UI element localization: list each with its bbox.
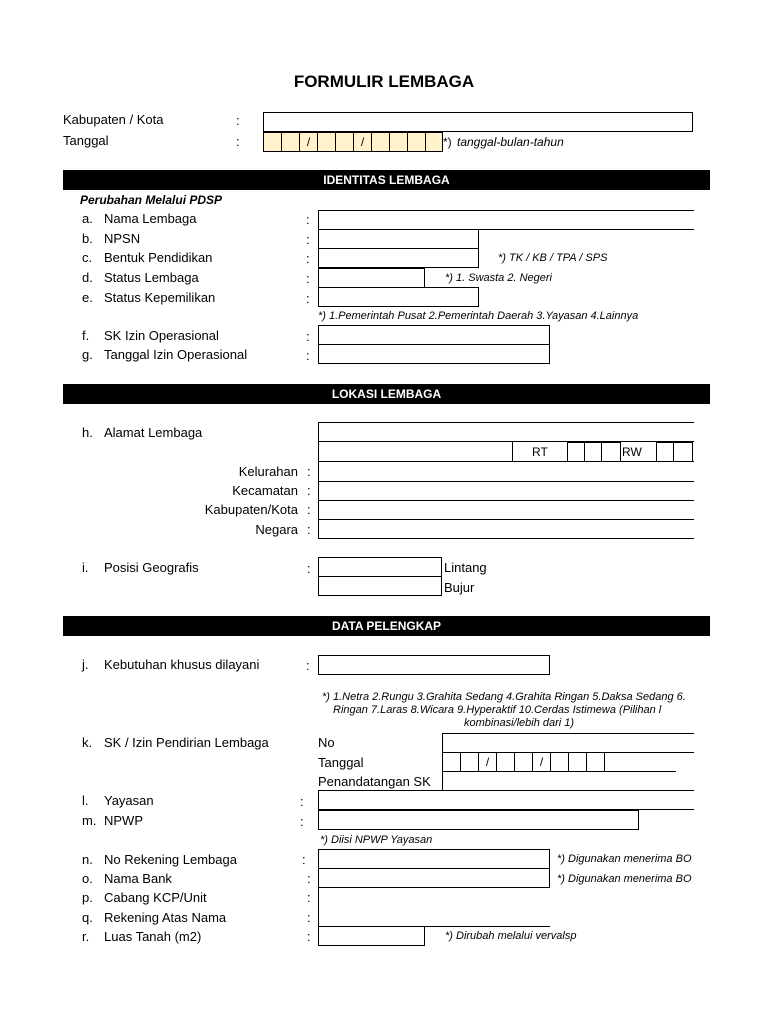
- item-letter: b.: [82, 231, 93, 246]
- luas-tanah-label: Luas Tanah (m2): [104, 929, 202, 944]
- date-digit-cell[interactable]: [371, 132, 389, 152]
- colon: :: [236, 113, 240, 128]
- no-rekening-label: No Rekening Lembaga: [104, 852, 237, 867]
- item-letter: e.: [82, 290, 93, 305]
- item-letter: r.: [82, 929, 90, 944]
- alamat-lembaga-label: Alamat Lembaga: [104, 425, 203, 440]
- kebutuhan-note-line1: *) 1.Netra 2.Rungu 3.Grahita Sedang 4.Grahita Ringan 5.Daksa Sedang 6.: [322, 691, 686, 703]
- kecamatan-label: Kecamatan: [232, 483, 298, 498]
- date-digit-cell[interactable]: [407, 132, 425, 152]
- lintang-label: Lintang: [444, 560, 487, 575]
- yayasan-field[interactable]: [318, 790, 694, 810]
- date-separator: /: [532, 752, 550, 772]
- nama-bank-label: Nama Bank: [104, 871, 172, 886]
- npwp-field[interactable]: [318, 810, 639, 830]
- sk-penandatangan-label: Penandatangan SK: [318, 774, 431, 789]
- nama-bank-field[interactable]: [318, 868, 550, 888]
- lintang-field[interactable]: [318, 557, 442, 577]
- colon: :: [307, 890, 311, 905]
- date-digit-cell[interactable]: [604, 752, 676, 772]
- luas-tanah-note: *) Dirubah melalui vervalsp: [445, 930, 577, 942]
- kebutuhan-note-line2: Ringan 7.Laras 8.Wicara 9.Hyperaktif 10.Cerdas Istimewa (Pilihan l: [333, 704, 662, 716]
- kabupaten-kota-field[interactable]: [318, 500, 694, 520]
- colon: :: [302, 852, 306, 867]
- no-rekening-note: *) Digunakan menerima BO: [557, 853, 692, 865]
- item-letter: k.: [82, 735, 93, 750]
- date-digit-cell[interactable]: [550, 752, 568, 772]
- kelurahan-label: Kelurahan: [238, 464, 298, 479]
- divider: [512, 442, 513, 462]
- page-title: FORMULIR LEMBAGA: [293, 72, 475, 91]
- status-lembaga-label: Status Lembaga: [104, 270, 199, 285]
- sk-izin-operasional-label: SK Izin Operasional: [104, 328, 219, 343]
- item-letter: p.: [82, 890, 93, 905]
- npsn-field[interactable]: [318, 229, 479, 249]
- date-digit-cell[interactable]: [496, 752, 514, 772]
- npwp-note: *) Diisi NPWP Yayasan: [320, 834, 433, 846]
- alamat-lembaga-field[interactable]: [318, 422, 694, 442]
- colon: :: [307, 561, 311, 576]
- colon: :: [306, 271, 310, 286]
- kebutuhan-khusus-label: Kebutuhan khusus dilayani: [104, 657, 260, 672]
- npwp-label: NPWP: [104, 813, 143, 828]
- luas-tanah-field[interactable]: [318, 926, 425, 946]
- kebutuhan-khusus-field[interactable]: [318, 655, 550, 675]
- rt-digit-cell[interactable]: [567, 442, 585, 462]
- sk-tanggal-label: Tanggal: [318, 755, 364, 770]
- kecamatan-field[interactable]: [318, 481, 694, 501]
- no-rekening-field[interactable]: [318, 849, 550, 869]
- kabupaten-field[interactable]: [263, 112, 693, 132]
- rw-digit-cell[interactable]: [656, 442, 674, 462]
- sk-no-field[interactable]: [442, 733, 694, 753]
- colon: :: [307, 483, 311, 498]
- item-letter: q.: [82, 910, 93, 925]
- sk-tanggal-date-field[interactable]: [442, 752, 676, 772]
- colon: :: [306, 251, 310, 266]
- nama-bank-note: *) Digunakan menerima BO: [557, 873, 692, 885]
- date-separator: /: [299, 132, 317, 152]
- colon: :: [307, 502, 311, 517]
- date-digit-cell[interactable]: [425, 132, 443, 152]
- date-digit-cell[interactable]: [317, 132, 335, 152]
- item-letter: o.: [82, 871, 93, 886]
- colon: :: [306, 232, 310, 247]
- negara-field[interactable]: [318, 519, 694, 539]
- sk-izin-operasional-field[interactable]: [318, 325, 550, 345]
- rt-digit-cell[interactable]: [601, 442, 621, 462]
- rt-label: RT: [532, 445, 548, 459]
- status-lembaga-note: *) 1. Swasta 2. Negeri: [445, 272, 552, 284]
- bentuk-pendidikan-field[interactable]: [318, 248, 479, 268]
- date-digit-cell[interactable]: [281, 132, 299, 152]
- cabang-field[interactable]: [318, 887, 550, 927]
- item-letter: m.: [82, 813, 97, 828]
- tanggal-izin-operasional-label: Tanggal Izin Operasional: [104, 347, 248, 362]
- date-note-star: *): [443, 135, 452, 149]
- status-kepemilikan-note: *) 1.Pemerintah Pusat 2.Pemerintah Daerah 3.Yayasan 4.Lainnya: [318, 310, 639, 322]
- tanggal-date-field[interactable]: [263, 132, 443, 152]
- date-digit-cell[interactable]: [389, 132, 407, 152]
- nama-lembaga-label: Nama Lembaga: [104, 211, 197, 226]
- item-letter: g.: [82, 347, 93, 362]
- colon: :: [306, 658, 310, 673]
- item-letter: d.: [82, 270, 93, 285]
- rt-digit-cell[interactable]: [584, 442, 602, 462]
- date-digit-cell[interactable]: [460, 752, 478, 772]
- item-letter: n.: [82, 852, 93, 867]
- colon: :: [306, 212, 310, 227]
- item-letter: j.: [82, 657, 89, 672]
- date-digit-cell[interactable]: [514, 752, 532, 772]
- colon: :: [306, 348, 310, 363]
- section-lokasi-header: LOKASI LEMBAGA: [63, 384, 710, 404]
- bujur-label: Bujur: [444, 580, 475, 595]
- item-letter: c.: [82, 250, 93, 265]
- colon: :: [307, 464, 311, 479]
- status-lembaga-field[interactable]: [318, 268, 425, 288]
- date-separator: /: [353, 132, 371, 152]
- colon: :: [236, 134, 240, 149]
- item-letter: h.: [82, 425, 93, 440]
- sk-no-label: No: [318, 735, 335, 750]
- colon: :: [307, 522, 311, 537]
- tanggal-label: Tanggal: [63, 133, 109, 148]
- status-kepemilikan-field[interactable]: [318, 287, 479, 307]
- status-kepemilikan-label: Status Kepemilikan: [104, 290, 216, 305]
- item-letter: i.: [82, 560, 89, 575]
- kabupaten-label: Kabupaten / Kota: [63, 112, 164, 127]
- colon: :: [306, 291, 310, 306]
- date-digit-cell[interactable]: [586, 752, 604, 772]
- cabang-label: Cabang KCP/Unit: [104, 890, 207, 905]
- kebutuhan-note-line3: kombinasi/lebih dari 1): [464, 717, 575, 729]
- identitas-subheading: Perubahan Melalui PDSP: [80, 193, 223, 207]
- section-pelengkap-header: DATA PELENGKAP: [63, 616, 710, 636]
- bujur-field[interactable]: [318, 576, 442, 596]
- rw-digit-cell[interactable]: [673, 442, 693, 462]
- colon: :: [307, 929, 311, 944]
- colon: :: [300, 814, 304, 829]
- bentuk-pendidikan-note: *) TK / KB / TPA / SPS: [498, 252, 608, 264]
- section-identitas-header: IDENTITAS LEMBAGA: [63, 170, 710, 190]
- kelurahan-field[interactable]: [318, 462, 694, 482]
- colon: :: [306, 329, 310, 344]
- sk-penandatangan-field[interactable]: [442, 771, 694, 791]
- nama-lembaga-field[interactable]: [318, 210, 694, 230]
- bentuk-pendidikan-label: Bentuk Pendidikan: [104, 250, 213, 265]
- date-digit-cell[interactable]: [263, 132, 281, 152]
- date-digit-cell[interactable]: [442, 752, 460, 772]
- kabupaten-kota-label: Kabupaten/Kota: [204, 502, 298, 517]
- colon: :: [307, 871, 311, 886]
- colon: :: [300, 794, 304, 809]
- item-letter: f.: [82, 328, 90, 343]
- npsn-label: NPSN: [104, 231, 141, 246]
- sk-pendirian-label: SK / Izin Pendirian Lembaga: [104, 735, 269, 750]
- rekening-atas-nama-label: Rekening Atas Nama: [104, 910, 227, 925]
- date-note: tanggal-bulan-tahun: [457, 135, 564, 149]
- colon: :: [307, 910, 311, 925]
- posisi-geografis-label: Posisi Geografis: [104, 560, 199, 575]
- yayasan-label: Yayasan: [104, 793, 154, 808]
- item-letter: l.: [82, 793, 89, 808]
- item-letter: a.: [82, 211, 93, 226]
- rw-label: RW: [622, 445, 642, 459]
- date-digit-cell[interactable]: [568, 752, 586, 772]
- negara-label: Negara: [255, 522, 298, 537]
- date-separator: /: [478, 752, 496, 772]
- date-digit-cell[interactable]: [335, 132, 353, 152]
- tanggal-izin-operasional-field[interactable]: [318, 344, 550, 364]
